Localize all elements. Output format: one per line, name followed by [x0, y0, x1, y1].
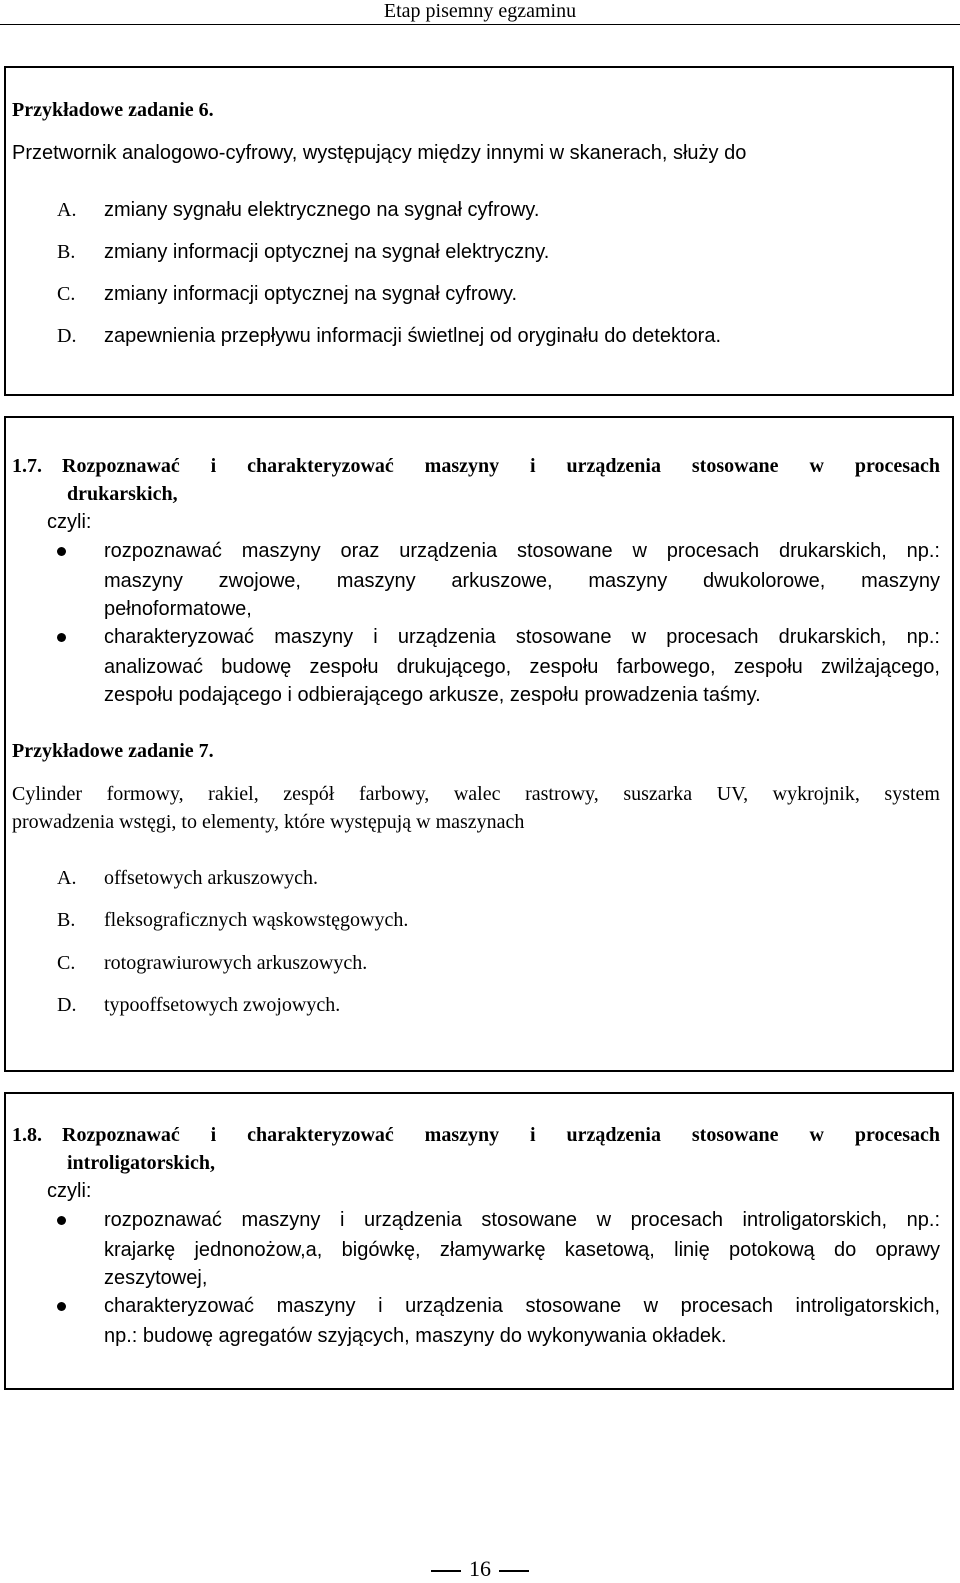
section-1-8-bullet1-line2: krajarkę jednonożow,a, bigówkę, złamywarkę kasetową, linię potokową do oprawy — [104, 1239, 940, 1261]
section-1-8-bullet2-line1: charakteryzować maszyny i urządzenia stosowane w procesach introligatorskich, — [104, 1295, 940, 1317]
section-1-7-bullet2-line2: analizować budowę zespołu drukującego, zespołu farbowego, zespołu zwilżającego, — [104, 656, 940, 678]
section-1-8-title-line2: introligatorskich, — [67, 1152, 215, 1174]
task-6-question: Przetwornik analogowo-cyfrowy, występujący między innymi w skanerach, służy do — [12, 142, 747, 164]
section-1-7-czyli: czyli: — [47, 511, 92, 533]
task-7-option-b-letter: B. — [57, 909, 76, 931]
section-1-8-number: 1.8. — [12, 1124, 42, 1146]
section-1-8-bullet2-line2: np.: budowę agregatów szyjących, maszyny do wykonywania okładek. — [104, 1325, 727, 1347]
bullet-dot — [57, 1216, 66, 1225]
task-7-option-a-letter: A. — [57, 867, 77, 889]
section-1-7-title-line2: drukarskich, — [67, 483, 178, 505]
task-6-option-b-text: zmiany informacji optycznej na sygnał elektryczny. — [104, 241, 550, 263]
task-6-option-b-letter: B. — [57, 241, 76, 263]
task-7-option-a-text: offsetowych arkuszowych. — [104, 867, 319, 889]
task-6-option-a-text: zmiany sygnału elektrycznego na sygnał cyfrowy. — [104, 199, 540, 221]
section-1-8-czyli: czyli: — [47, 1180, 92, 1202]
task-6-option-a-letter: A. — [57, 199, 77, 221]
section-1-7-number: 1.7. — [12, 455, 42, 477]
task-7-question-line1: Cylinder formowy, rakiel, zespół farbowy, walec rastrowy, suszarka UV, wykrojnik, system — [12, 783, 940, 805]
page-header: Etap pisemny egzaminu — [383, 0, 577, 22]
section-1-7-bullet2-line3: zespołu podającego i odbierającego arkusze, zespołu prowadzenia taśmy. — [104, 684, 761, 706]
page-number-dash-right — [499, 1570, 529, 1572]
page-number-dash-left — [431, 1570, 461, 1572]
task-6-heading: Przykładowe zadanie 6. — [12, 99, 214, 121]
section-1-7-bullet2-line1: charakteryzować maszyny i urządzenia stosowane w procesach drukarskich, np.: — [104, 626, 940, 648]
task-6-option-d-text: zapewnienia przepływu informacji świetlnej od oryginału do detektora. — [104, 325, 722, 347]
bullet-dot — [57, 547, 66, 556]
page-number — [0, 1556, 960, 1582]
section-1-7-bullet1-line2: maszyny zwojowe, maszyny arkuszowe, maszyny dwukolorowe, maszyny — [104, 570, 940, 592]
section-1-7-bullet1-line1: rozpoznawać maszyny oraz urządzenia stosowane w procesach drukarskich, np.: — [104, 540, 940, 562]
task-7-option-d-letter: D. — [57, 994, 77, 1016]
task-6-option-c-text: zmiany informacji optycznej na sygnał cyfrowy. — [104, 283, 518, 305]
section-1-7-title-line1: Rozpoznawać i charakteryzować maszyny i urządzenia stosowane w procesach — [62, 455, 940, 477]
section-1-8-bullet1-line3: zeszytowej, — [104, 1267, 208, 1289]
section-1-7-bullet1-line3: pełnoformatowe, — [104, 598, 252, 620]
bullet-dot — [57, 633, 66, 642]
task-7-option-d-text: typooffsetowych zwojowych. — [104, 994, 341, 1016]
task-6-option-c-letter: C. — [57, 283, 76, 305]
page-number-value: 16 — [469, 1556, 491, 1581]
task-7-heading: Przykładowe zadanie 7. — [12, 740, 214, 762]
task-6-option-d-letter: D. — [57, 325, 77, 347]
header-rule — [0, 24, 960, 25]
task-7-question-line2: prowadzenia wstęgi, to elementy, które występują w maszynach — [12, 811, 525, 833]
task-7-option-c-letter: C. — [57, 952, 76, 974]
task-7-option-c-text: rotograwiurowych arkuszowych. — [104, 952, 368, 974]
section-1-8-title-line1: Rozpoznawać i charakteryzować maszyny i urządzenia stosowane w procesach — [62, 1124, 940, 1146]
task-7-option-b-text: fleksograficznych wąskowstęgowych. — [104, 909, 409, 931]
section-1-8-bullet1-line1: rozpoznawać maszyny i urządzenia stosowane w procesach introligatorskich, np.: — [104, 1209, 940, 1231]
bullet-dot — [57, 1302, 66, 1311]
